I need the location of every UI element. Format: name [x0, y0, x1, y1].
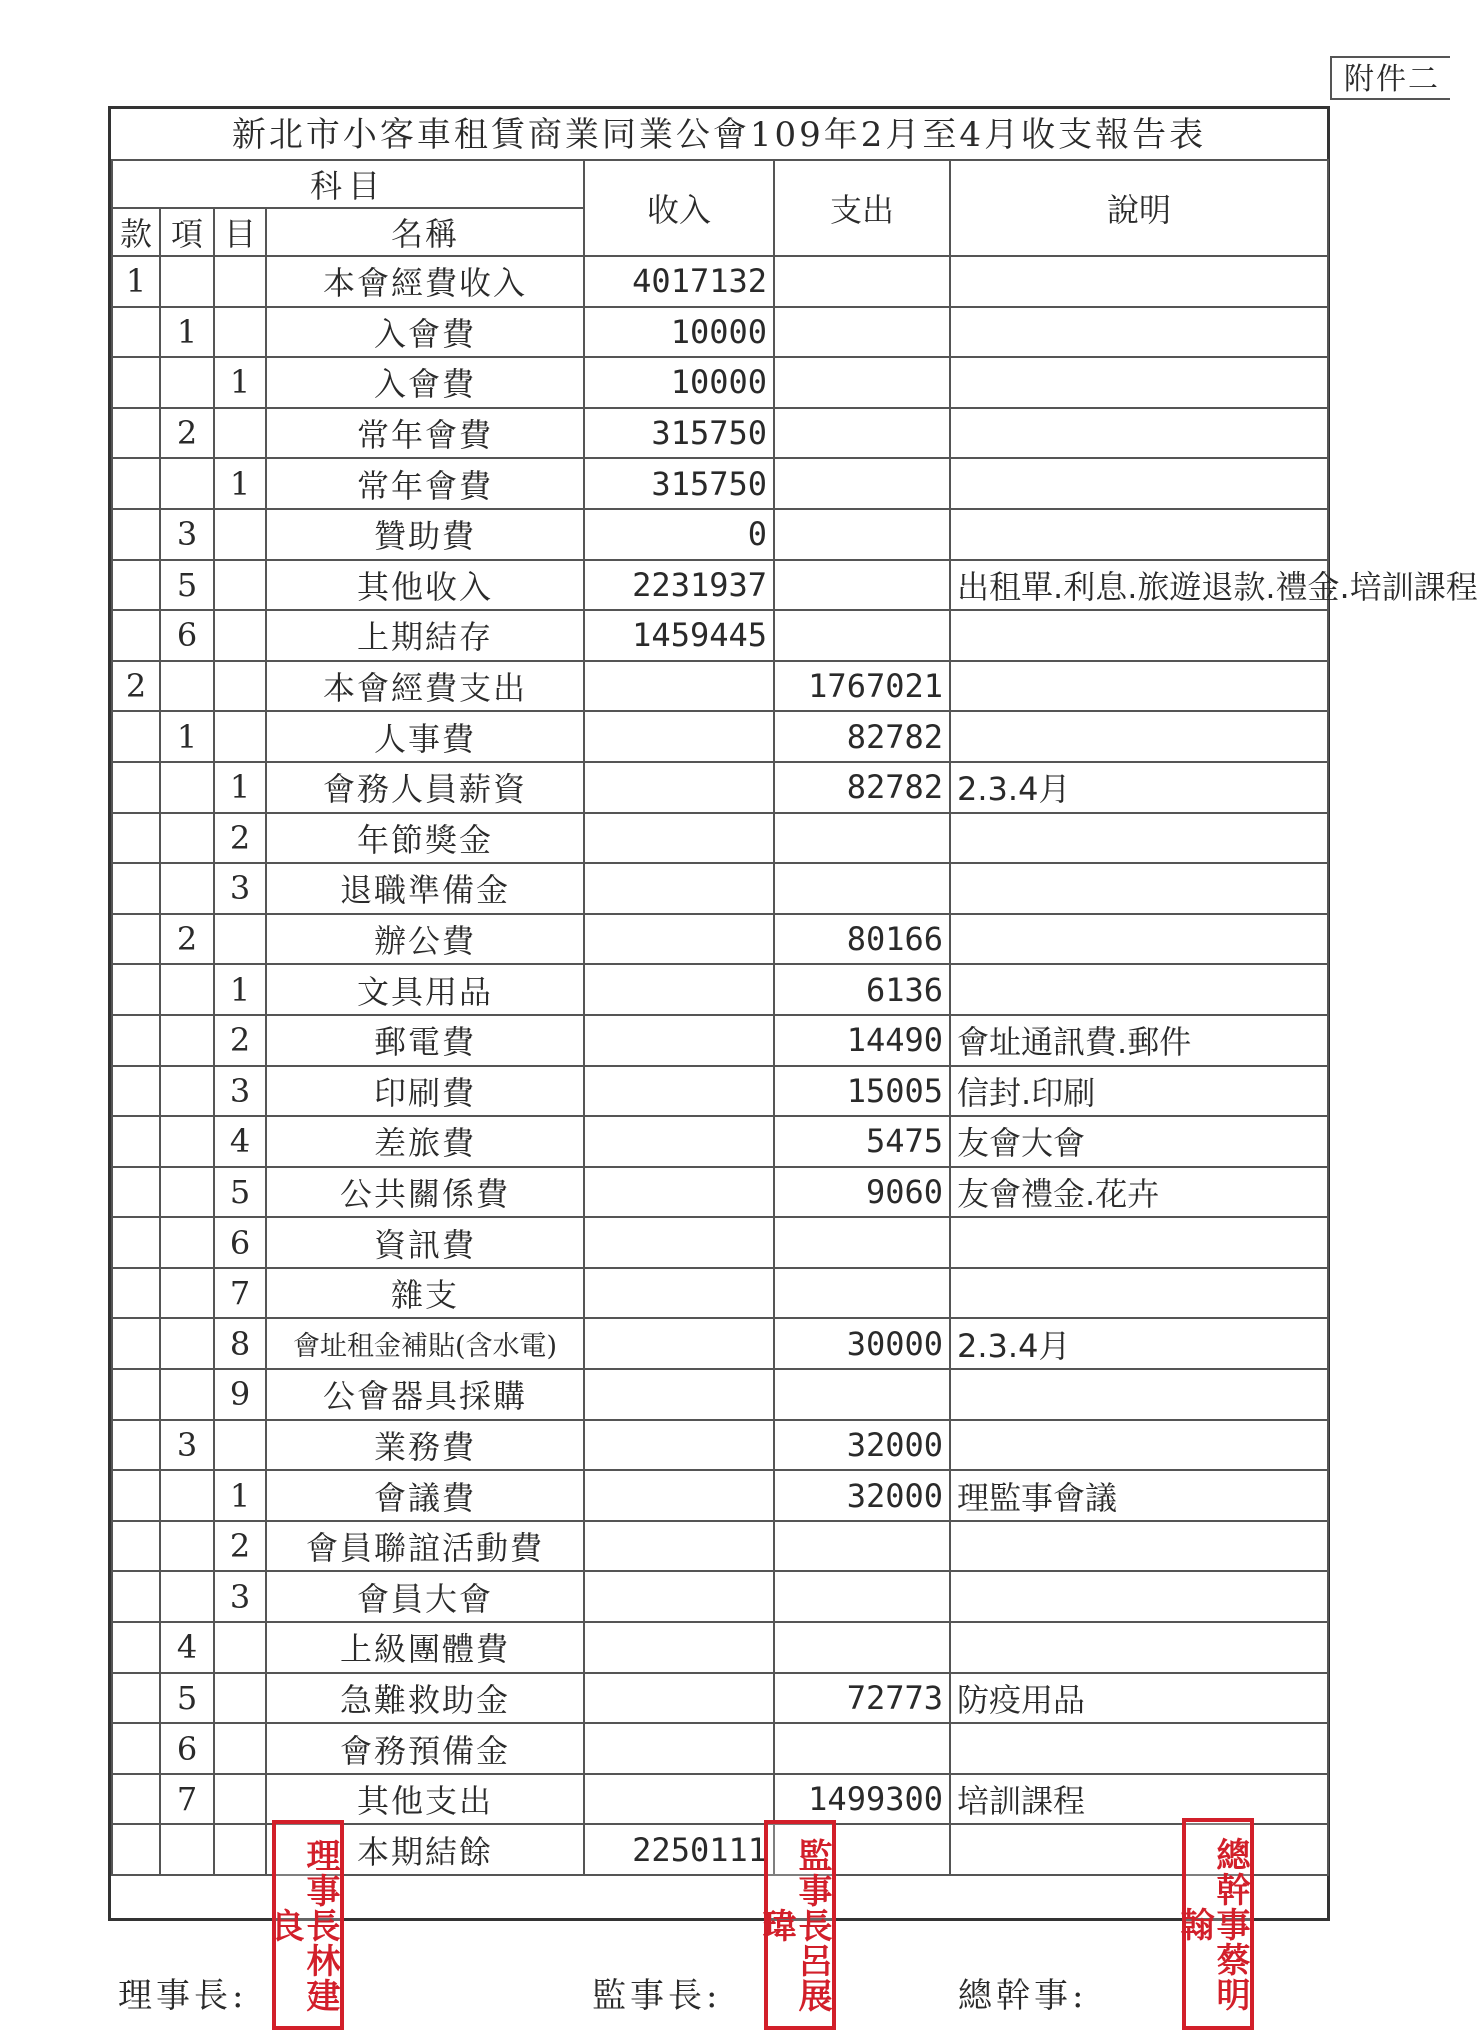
cell-mu	[214, 509, 266, 560]
cell-note: 出租單.利息.旅遊退款.禮金.培訓課程	[950, 560, 1328, 611]
report-title: 新北市小客車租賃商業同業公會109年2月至4月收支報告表	[111, 109, 1327, 161]
cell-mu: 5	[214, 1167, 266, 1218]
table-row	[112, 964, 1328, 1015]
cell-note	[950, 509, 1328, 560]
cell-name: 會員聯誼活動費	[266, 1521, 584, 1572]
cell-mu: 3	[214, 863, 266, 914]
cell-kuan	[112, 711, 160, 762]
cell-mu	[214, 914, 266, 965]
attachment-label: 附件二	[1330, 56, 1450, 100]
cell-kuan: 2	[112, 661, 160, 712]
cell-kuan	[112, 1116, 160, 1167]
cell-xiang	[160, 661, 214, 712]
table-row	[112, 1167, 1328, 1218]
cell-name: 急難救助金	[266, 1673, 584, 1724]
cell-mu	[214, 1824, 266, 1875]
header-kuan: 款	[112, 208, 160, 256]
cell-expense: 72773	[774, 1673, 950, 1724]
cell-note: 友會大會	[950, 1116, 1328, 1167]
table-row	[112, 1622, 1328, 1673]
cell-note	[950, 1217, 1328, 1268]
cell-income: 315750	[584, 408, 774, 459]
cell-kuan	[112, 408, 160, 459]
header-subject: 科目	[112, 160, 584, 208]
cell-income	[584, 1622, 774, 1673]
table-row	[112, 1420, 1328, 1471]
cell-kuan	[112, 1217, 160, 1268]
cell-expense	[774, 560, 950, 611]
cell-income	[584, 863, 774, 914]
cell-expense	[774, 1723, 950, 1774]
cell-kuan	[112, 1571, 160, 1622]
cell-kuan	[112, 813, 160, 864]
cell-kuan	[112, 1420, 160, 1471]
cell-name: 上期結存	[266, 610, 584, 661]
cell-mu	[214, 661, 266, 712]
cell-name: 會務預備金	[266, 1723, 584, 1774]
cell-mu: 2	[214, 1521, 266, 1572]
cell-name: 其他收入	[266, 560, 584, 611]
report-sheet	[108, 106, 1478, 1921]
cell-xiang	[160, 1268, 214, 1319]
cell-kuan	[112, 1066, 160, 1117]
cell-xiang	[160, 1470, 214, 1521]
cell-xiang: 3	[160, 509, 214, 560]
supervisor-seal-stamp: 監事長呂展瑋	[764, 1820, 836, 2030]
cell-name: 常年會費	[266, 408, 584, 459]
cell-mu: 1	[214, 762, 266, 813]
ledger-table	[111, 159, 1478, 1876]
cell-xiang	[160, 762, 214, 813]
cell-name: 資訊費	[266, 1217, 584, 1268]
cell-name: 贊助費	[266, 509, 584, 560]
table-row	[112, 1369, 1328, 1420]
cell-xiang	[160, 256, 214, 307]
header-note: 說明	[950, 160, 1328, 256]
cell-mu: 9	[214, 1369, 266, 1420]
table-row	[112, 813, 1328, 864]
cell-mu	[214, 256, 266, 307]
table-row	[112, 1673, 1328, 1724]
cell-note: 信封.印刷	[950, 1066, 1328, 1117]
cell-expense	[774, 408, 950, 459]
cell-expense	[774, 813, 950, 864]
cell-note: 培訓課程	[950, 1774, 1328, 1825]
cell-note	[950, 863, 1328, 914]
cell-expense	[774, 863, 950, 914]
cell-xiang	[160, 1521, 214, 1572]
cell-kuan	[112, 610, 160, 661]
cell-name: 入會費	[266, 307, 584, 358]
cell-kuan	[112, 1521, 160, 1572]
table-row	[112, 1571, 1328, 1622]
cell-expense	[774, 307, 950, 358]
cell-name: 雜支	[266, 1268, 584, 1319]
cell-mu	[214, 1774, 266, 1825]
cell-expense: 82782	[774, 711, 950, 762]
cell-income	[584, 1673, 774, 1724]
cell-expense	[774, 1521, 950, 1572]
cell-mu	[214, 1673, 266, 1724]
cell-note: 2.3.4月	[950, 762, 1328, 813]
cell-kuan	[112, 1723, 160, 1774]
table-row	[112, 509, 1328, 560]
cell-note	[950, 1723, 1328, 1774]
cell-xiang	[160, 1318, 214, 1369]
cell-xiang	[160, 1369, 214, 1420]
cell-income	[584, 1268, 774, 1319]
cell-xiang: 6	[160, 1723, 214, 1774]
cell-expense	[774, 610, 950, 661]
cell-note: 會址通訊費.郵件	[950, 1015, 1328, 1066]
cell-name: 常年會費	[266, 458, 584, 509]
cell-xiang: 1	[160, 711, 214, 762]
cell-xiang	[160, 458, 214, 509]
cell-income	[584, 1470, 774, 1521]
table-row	[112, 610, 1328, 661]
cell-income	[584, 1369, 774, 1420]
cell-mu	[214, 610, 266, 661]
cell-name: 會議費	[266, 1470, 584, 1521]
cell-kuan	[112, 1167, 160, 1218]
table-row	[112, 458, 1328, 509]
cell-xiang: 2	[160, 408, 214, 459]
cell-note	[950, 1622, 1328, 1673]
table-row	[112, 1318, 1328, 1369]
cell-xiang	[160, 1116, 214, 1167]
cell-note	[950, 307, 1328, 358]
table-row	[112, 357, 1328, 408]
cell-expense: 32000	[774, 1470, 950, 1521]
cell-mu: 6	[214, 1217, 266, 1268]
cell-name: 會務人員薪資	[266, 762, 584, 813]
cell-kuan	[112, 1015, 160, 1066]
cell-name: 業務費	[266, 1420, 584, 1471]
cell-kuan	[112, 357, 160, 408]
cell-note	[950, 610, 1328, 661]
header-mu: 目	[214, 208, 266, 256]
cell-xiang: 5	[160, 1673, 214, 1724]
table-row	[112, 256, 1328, 307]
cell-note	[950, 357, 1328, 408]
cell-name: 會員大會	[266, 1571, 584, 1622]
cell-name: 人事費	[266, 711, 584, 762]
cell-expense: 1767021	[774, 661, 950, 712]
table-row	[112, 1066, 1328, 1117]
cell-note	[950, 1420, 1328, 1471]
header-row-top	[112, 160, 1328, 208]
cell-mu: 7	[214, 1268, 266, 1319]
cell-note	[950, 964, 1328, 1015]
cell-mu	[214, 711, 266, 762]
cell-income	[584, 711, 774, 762]
cell-name: 其他支出	[266, 1774, 584, 1825]
cell-note	[950, 1268, 1328, 1319]
cell-income	[584, 1116, 774, 1167]
supervisor-signature-label: 監事長:	[592, 1976, 722, 2016]
cell-mu: 8	[214, 1318, 266, 1369]
cell-note	[950, 914, 1328, 965]
cell-kuan	[112, 1268, 160, 1319]
cell-note	[950, 1571, 1328, 1622]
cell-xiang: 1	[160, 307, 214, 358]
cell-expense	[774, 1217, 950, 1268]
cell-expense: 1499300	[774, 1774, 950, 1825]
cell-kuan	[112, 1622, 160, 1673]
cell-kuan	[112, 964, 160, 1015]
cell-name: 郵電費	[266, 1015, 584, 1066]
header-expense: 支出	[774, 160, 950, 256]
table-row	[112, 711, 1328, 762]
cell-kuan	[112, 458, 160, 509]
cell-expense: 6136	[774, 964, 950, 1015]
cell-expense	[774, 1268, 950, 1319]
cell-kuan	[112, 914, 160, 965]
table-row	[112, 1015, 1328, 1066]
cell-xiang	[160, 863, 214, 914]
cell-note	[950, 711, 1328, 762]
cell-xiang	[160, 1824, 214, 1875]
cell-expense: 82782	[774, 762, 950, 813]
cell-xiang	[160, 964, 214, 1015]
cell-name: 入會費	[266, 357, 584, 408]
cell-note	[950, 458, 1328, 509]
cell-mu: 4	[214, 1116, 266, 1167]
table-row	[112, 408, 1328, 459]
cell-mu	[214, 307, 266, 358]
table-row	[112, 863, 1328, 914]
cell-expense: 30000	[774, 1318, 950, 1369]
cell-name: 公共關係費	[266, 1167, 584, 1218]
cell-name: 上級團體費	[266, 1622, 584, 1673]
cell-name: 年節獎金	[266, 813, 584, 864]
table-row	[112, 914, 1328, 965]
cell-expense	[774, 1571, 950, 1622]
table-row	[112, 1774, 1328, 1825]
cell-income: 1459445	[584, 610, 774, 661]
cell-mu: 2	[214, 813, 266, 864]
ledger-body	[112, 256, 1478, 1875]
cell-kuan	[112, 863, 160, 914]
cell-expense: 14490	[774, 1015, 950, 1066]
cell-name: 辦公費	[266, 914, 584, 965]
cell-name: 印刷費	[266, 1066, 584, 1117]
secretary-seal-stamp: 總幹事蔡明翰	[1182, 1818, 1254, 2030]
cell-note: 理監事會議	[950, 1470, 1328, 1521]
cell-expense: 15005	[774, 1066, 950, 1117]
table-row	[112, 1521, 1328, 1572]
cell-mu: 1	[214, 458, 266, 509]
cell-name: 本會經費收入	[266, 256, 584, 307]
cell-income	[584, 1318, 774, 1369]
cell-xiang: 5	[160, 560, 214, 611]
cell-kuan	[112, 1824, 160, 1875]
cell-xiang	[160, 1167, 214, 1218]
cell-income: 10000	[584, 357, 774, 408]
cell-kuan	[112, 1369, 160, 1420]
table-row	[112, 1217, 1328, 1268]
cell-mu: 1	[214, 964, 266, 1015]
cell-kuan	[112, 1774, 160, 1825]
cell-income	[584, 1774, 774, 1825]
cell-kuan	[112, 762, 160, 813]
cell-mu	[214, 1723, 266, 1774]
cell-mu	[214, 1420, 266, 1471]
cell-note: 2.3.4月	[950, 1318, 1328, 1369]
cell-kuan	[112, 1673, 160, 1724]
cell-income: 10000	[584, 307, 774, 358]
cell-expense	[774, 1622, 950, 1673]
cell-name: 公會器具採購	[266, 1369, 584, 1420]
cell-note	[950, 256, 1328, 307]
cell-income	[584, 1723, 774, 1774]
cell-xiang	[160, 1015, 214, 1066]
table-row	[112, 307, 1328, 358]
cell-income: 2231937	[584, 560, 774, 611]
cell-expense: 5475	[774, 1116, 950, 1167]
cell-expense: 32000	[774, 1420, 950, 1471]
cell-mu	[214, 408, 266, 459]
cell-xiang: 3	[160, 1420, 214, 1471]
cell-note	[950, 408, 1328, 459]
cell-income	[584, 914, 774, 965]
cell-kuan	[112, 1470, 160, 1521]
cell-name: 本會經費支出	[266, 661, 584, 712]
secretary-signature-label: 總幹事:	[958, 1976, 1088, 2016]
cell-expense	[774, 458, 950, 509]
cell-expense: 80166	[774, 914, 950, 965]
chairman-seal-stamp: 理事長林建良	[272, 1820, 344, 2030]
table-row	[112, 762, 1328, 813]
cell-expense	[774, 256, 950, 307]
cell-income: 4017132	[584, 256, 774, 307]
cell-mu: 1	[214, 1470, 266, 1521]
cell-name: 退職準備金	[266, 863, 584, 914]
cell-kuan	[112, 560, 160, 611]
cell-xiang: 4	[160, 1622, 214, 1673]
header-xiang: 項	[160, 208, 214, 256]
cell-income	[584, 762, 774, 813]
table-row	[112, 1723, 1328, 1774]
cell-kuan	[112, 307, 160, 358]
cell-income: 0	[584, 509, 774, 560]
cell-xiang	[160, 1066, 214, 1117]
cell-xiang: 6	[160, 610, 214, 661]
table-row	[112, 661, 1328, 712]
cell-income	[584, 661, 774, 712]
cell-income	[584, 1420, 774, 1471]
chairman-signature-label: 理事長:	[118, 1976, 248, 2016]
header-income: 收入	[584, 160, 774, 256]
cell-mu	[214, 560, 266, 611]
cell-xiang	[160, 357, 214, 408]
cell-expense	[774, 1369, 950, 1420]
table-row	[112, 560, 1328, 611]
cell-note	[950, 1369, 1328, 1420]
cell-name: 文具用品	[266, 964, 584, 1015]
header-name: 名稱	[266, 208, 584, 256]
cell-income	[584, 1217, 774, 1268]
cell-xiang	[160, 1217, 214, 1268]
cell-income	[584, 1571, 774, 1622]
cell-xiang	[160, 1571, 214, 1622]
cell-note: 友會禮金.花卉	[950, 1167, 1328, 1218]
cell-xiang: 2	[160, 914, 214, 965]
cell-income: 2250111	[584, 1824, 774, 1875]
cell-expense: 9060	[774, 1167, 950, 1218]
cell-mu: 3	[214, 1066, 266, 1117]
cell-xiang	[160, 813, 214, 864]
cell-mu: 1	[214, 357, 266, 408]
cell-income	[584, 1167, 774, 1218]
cell-name: 會址租金補貼(含水電)	[266, 1318, 584, 1369]
cell-kuan: 1	[112, 256, 160, 307]
cell-mu: 2	[214, 1015, 266, 1066]
cell-expense	[774, 509, 950, 560]
cell-note	[950, 1824, 1328, 1875]
cell-expense	[774, 357, 950, 408]
cell-income	[584, 1521, 774, 1572]
cell-xiang: 7	[160, 1774, 214, 1825]
cell-note: 防疫用品	[950, 1673, 1328, 1724]
table-row	[112, 1268, 1328, 1319]
cell-mu	[214, 1622, 266, 1673]
table-row	[112, 1116, 1328, 1167]
cell-mu: 3	[214, 1571, 266, 1622]
cell-note	[950, 1521, 1328, 1572]
cell-income	[584, 1015, 774, 1066]
cell-income	[584, 1066, 774, 1117]
cell-income	[584, 964, 774, 1015]
cell-kuan	[112, 509, 160, 560]
cell-note	[950, 661, 1328, 712]
cell-income	[584, 813, 774, 864]
cell-kuan	[112, 1318, 160, 1369]
cell-note	[950, 813, 1328, 864]
cell-income: 315750	[584, 458, 774, 509]
table-row	[112, 1470, 1328, 1521]
cell-name: 本期結餘	[266, 1824, 584, 1875]
cell-name: 差旅費	[266, 1116, 584, 1167]
